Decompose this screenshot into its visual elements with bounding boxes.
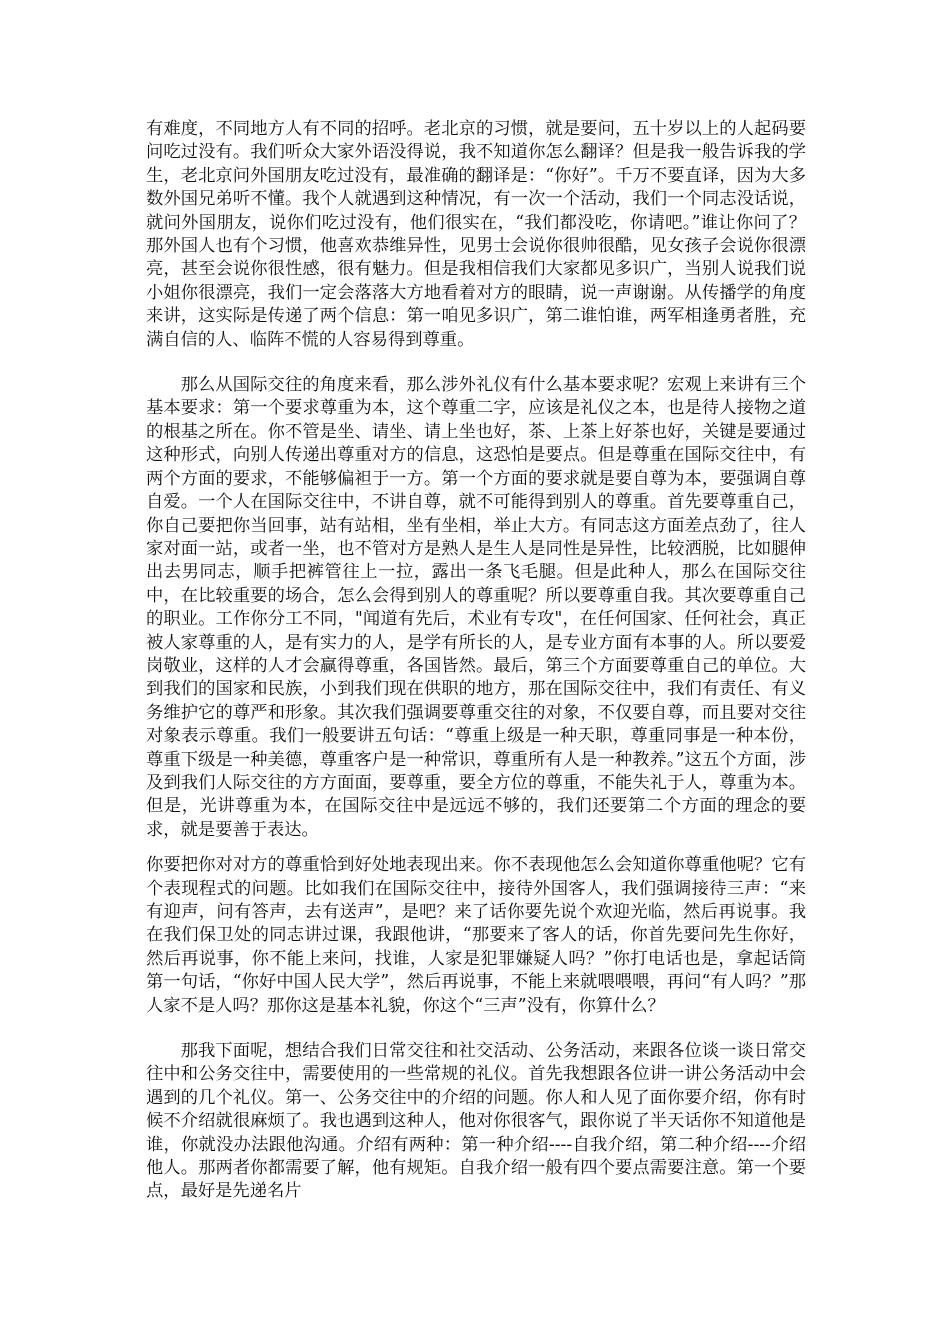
document-page [146, 118, 806, 1204]
paragraph-greetings: 有难度，不同地方人有不同的招呼。老北京的习惯，就是要问，五十岁以上的人起码要问吃过没有。我们听众大家外语没得说，我不知道你怎么翻译？但是我一般告诉我的学生，老北京问外国朋友吃过没有，最准确的翻译是：“你好”。千万不要直译，因为大多数外国兄弟听不懂。我个人就遇到这种情况，有一次一个活动，我们一个同志没话说，就问外国朋友，说你们吃过没有，他们很实在，“我们都没吃，你请吧。”谁让你问了？那外国人也有个习惯，他喜欢恭维异性，见男士会说你很帅很酷，见女孩子会说你很漂亮，甚至会说你很性感，很有魅力。但是我相信我们大家都见多识广，当别人说我们说小姐你很漂亮，我们一定会落落大方地看着对方的眼睛，说一声谢谢。从传播学的角度来讲，这实际是传递了两个信息：第一咱见多识广，第二谁怕谁，两军相逢勇者胜，充满自信的人、临阵不慌的人容易得到尊重。 [146, 119, 806, 350]
paragraph-introductions: 那我下面呢，想结合我们日常交往和社交活动、公务活动，来跟各位谈一谈日常交往中和公务交往中，需要使用的一些常规的礼仪。首先我想跟各位讲一讲公务活动中会遇到的几个礼仪。第一、公务交往中的介绍的问题。你人和人见了面你要介绍，你有时候不介绍就很麻烦了。我也遇到这种人，他对你很客气，跟你说了半天话你不知道他是谁，你就没办法跟他沟通。介绍有两种：第一种介绍----自我介绍，第二种介绍----介绍他人。那两者你都需要了解，他有规矩。自我介绍一般有四个要点需要注意。第一个要点，最好是先递名片 [146, 1041, 806, 1202]
paragraph-respect-requirements: 那么从国际交往的角度来看，那么涉外礼仪有什么基本要求呢？宏观上来讲有三个基本要求：第一个要求尊重为本，这个尊重二字，应该是礼仪之本，也是待人接物之道的根基之所在。你不管是坐、请坐、请上坐也好，茶、上茶上好茶也好，关键是要通过这种形式，向别人传递出尊重对方的信息，这恐怕是要点。但是尊重在国际交往中，有两个方面的要求，不能够偏袒于一方。第一个方面的要求就是要自尊为本，要强调自尊自爱。一个人在国际交往中，不讲自尊，就不可能得到别人的尊重。首先要尊重自己，你自己要把你当回事，站有站相，坐有坐相，举止大方。有同志这方面差点劲了，往人家对面一站，或者一坐，也不管对方是熟人是生人是同性是异性，比较洒脱，比如腿伸出去男同志，顺手把裤管往上一拉，露出一条飞毛腿。但是此种人，那么在国际交往中，在比较重要的场合，怎么会得到别人的尊重呢？所以要尊重自我。其次要尊重自己的职业。工作你分工不同，"闻道有先后，术业有专攻"，在任何国家、任何社会，真正被人家尊重的人，是有实力的人，是学有所长的人，是专业方面有本事的人。所以要爱岗敬业，这样的人才会赢得尊重，各国皆然。最后，第三个方面要尊重自己的单位。大到我们的国家和民族，小到我们现在供职的地方，那在国际交往中，我们有责任、有义务维护它的尊严和形象。其次我们强调要尊重交往的对象，不仅要自尊，而且要对交往对象表示尊重。我们一般要讲五句话：“尊重上级是一种天职，尊重同事是一种本份，尊重下级是一种美德，尊重客户是一种常识，尊重所有人是一种教养。”这五个方面，涉及到我们人际交往的方方面面，要尊重，要全方位的尊重，不能失礼于人，尊重为本。但是，光讲尊重为本，在国际交往中是远远不够的，我们还要第二个方面的理念的要求，就是要善于表达。 [146, 375, 806, 840]
paragraph-expressing-respect: 你要把你对对方的尊重恰到好处地表现出来。你不表现他怎么会知道你尊重他呢？它有个表现程式的问题。比如我们在国际交往中，接待外国客人，我们强调接待三声：“来有迎声，问有答声，去有送声”，是吧？来了话你要先说个欢迎光临，然后再说事。我在我们保卫处的同志讲过课，我跟他讲，“那要来了客人的话，你首先要问先生你好，然后再说事，你不能上来问，找谁，人家是犯罪嫌疑人吗？”你打电话也是，拿起话筒第一句话，“你好中国人民大学”，然后再说事，不能上来就喂喂喂，再问“有人吗？”那人家不是人吗？那你这是基本礼貌，你这个“三声”没有，你算什么？ [146, 855, 806, 1016]
